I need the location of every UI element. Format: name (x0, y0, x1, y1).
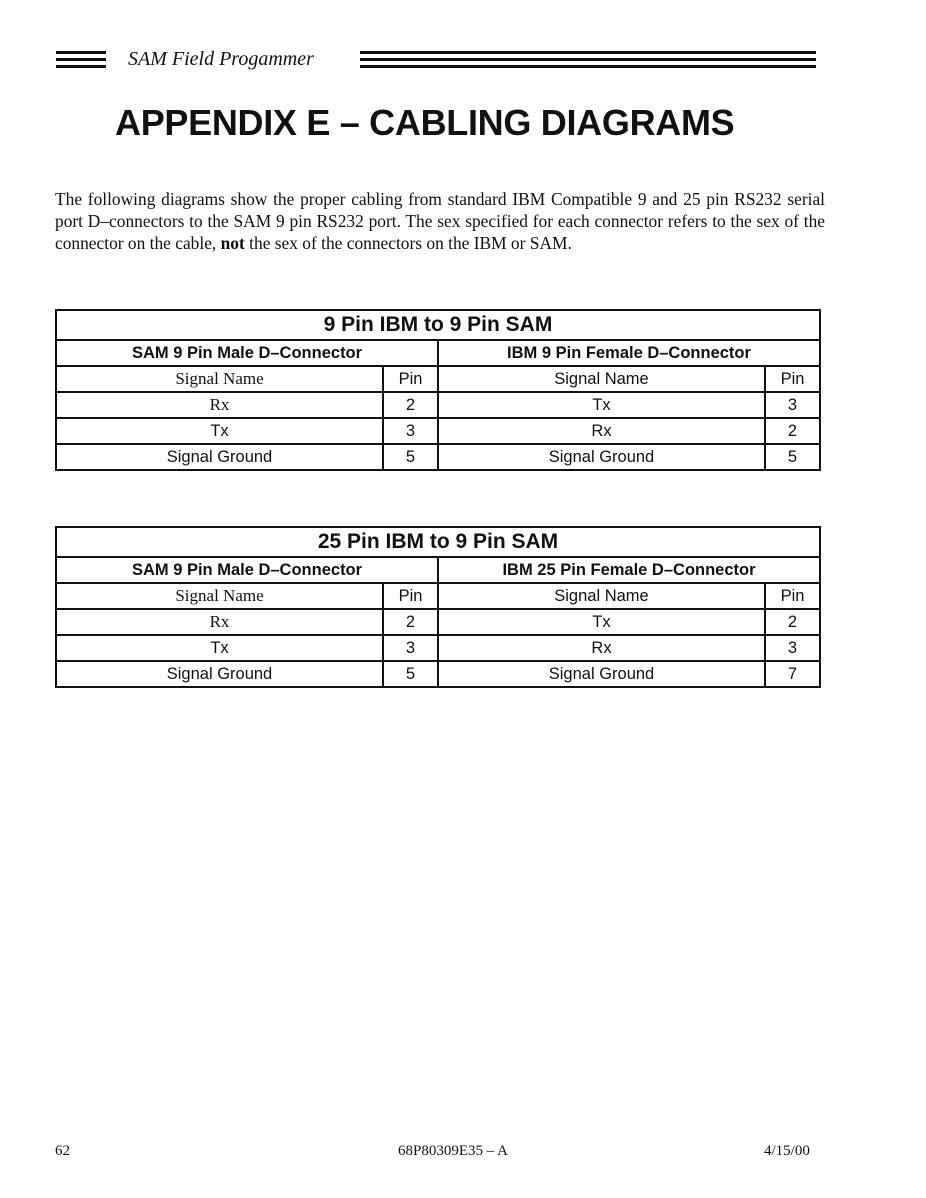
left-signal-cell: Signal Ground (56, 661, 383, 687)
left-pin-cell: 2 (383, 609, 438, 635)
header-running-title: SAM Field Progammer (128, 48, 314, 70)
left-signal-cell: Tx (56, 635, 383, 661)
column-header-signal: Signal Name (438, 583, 765, 609)
right-signal-cell: Tx (438, 392, 765, 418)
table-row (56, 418, 820, 444)
intro-line: to the sex of the connector on the cable, not the sex of the connectors on the IBM or SAM. (55, 211, 826, 253)
left-pin-cell: 5 (383, 661, 438, 687)
right-connector-heading: IBM 9 Pin Female D–Connector (438, 340, 820, 366)
left-pin-cell: 3 (383, 418, 438, 444)
footer-page-number: 62 (55, 1143, 70, 1159)
table-row (56, 661, 820, 687)
right-signal-cell: Tx (438, 609, 765, 635)
right-pin-cell: 7 (765, 661, 820, 687)
column-header-pin: Pin (383, 583, 438, 609)
table-row (56, 635, 820, 661)
column-header-pin: Pin (765, 583, 820, 609)
pinout-table-25-pin (55, 526, 821, 688)
column-header-signal: Signal Name (438, 366, 765, 392)
left-pin-cell: 2 (383, 392, 438, 418)
footer-date: 4/15/00 (764, 1143, 810, 1159)
table-row (56, 392, 820, 418)
right-pin-cell: 2 (765, 609, 820, 635)
intro-line: The following diagrams show the proper cabling from standard IBM Compatible 9 and 25 pin RS232 (55, 189, 782, 209)
column-header-pin: Pin (765, 366, 820, 392)
right-pin-cell: 5 (765, 444, 820, 470)
intro-line: serial port D–connectors to the SAM 9 pin RS232 port. The sex specified for each connector refers (55, 189, 825, 231)
intro-emphasis: not (220, 233, 245, 253)
right-pin-cell: 3 (765, 392, 820, 418)
column-header-pin: Pin (383, 366, 438, 392)
page-title: APPENDIX E – CABLING DIAGRAMS (115, 102, 735, 143)
header-rule-right (360, 51, 816, 68)
running-header (56, 48, 816, 70)
left-connector-heading: SAM 9 Pin Male D–Connector (56, 340, 438, 366)
left-connector-heading: SAM 9 Pin Male D–Connector (56, 557, 438, 583)
intro-paragraph (55, 188, 825, 254)
table-row (56, 444, 820, 470)
left-signal-cell: Rx (56, 609, 383, 635)
pinout-table-9-pin (55, 309, 821, 471)
right-signal-cell: Rx (438, 635, 765, 661)
right-pin-cell: 2 (765, 418, 820, 444)
column-header-signal: Signal Name (56, 366, 383, 392)
left-pin-cell: 5 (383, 444, 438, 470)
table-row (56, 609, 820, 635)
footer-document-number: 68P80309E35 – A (398, 1143, 509, 1159)
table-title: 9 Pin IBM to 9 Pin SAM (56, 310, 820, 340)
left-signal-cell: Rx (56, 392, 383, 418)
right-pin-cell: 3 (765, 635, 820, 661)
column-header-signal: Signal Name (56, 583, 383, 609)
right-connector-heading: IBM 25 Pin Female D–Connector (438, 557, 820, 583)
table-title: 25 Pin IBM to 9 Pin SAM (56, 527, 820, 557)
right-signal-cell: Signal Ground (438, 444, 765, 470)
left-signal-cell: Tx (56, 418, 383, 444)
left-pin-cell: 3 (383, 635, 438, 661)
left-signal-cell: Signal Ground (56, 444, 383, 470)
right-signal-cell: Rx (438, 418, 765, 444)
right-signal-cell: Signal Ground (438, 661, 765, 687)
header-rule-left (56, 51, 106, 68)
